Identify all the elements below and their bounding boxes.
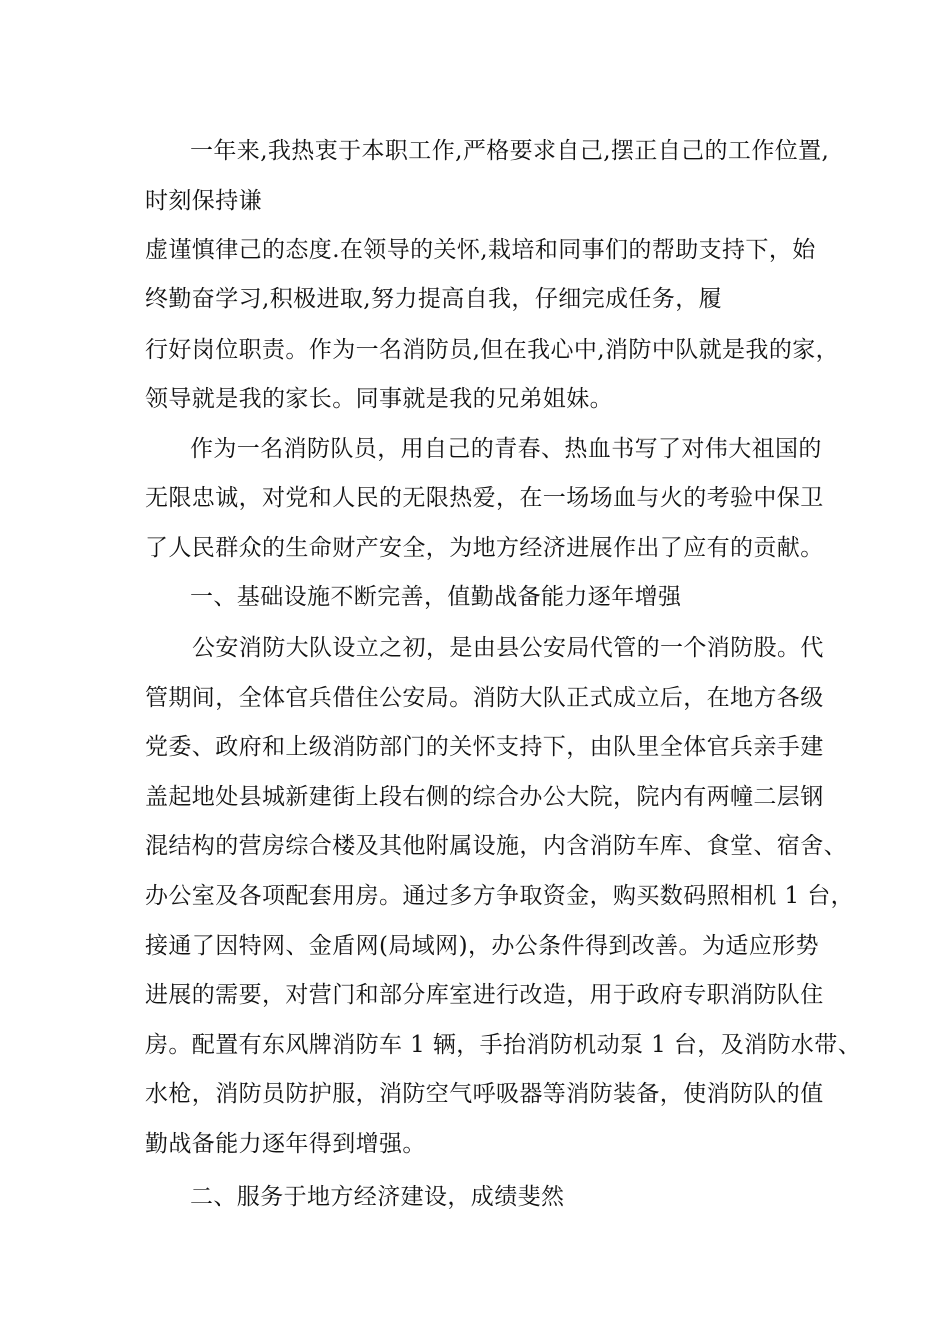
text-line: 领导就是我的家长。同事就是我的兄弟姐妹。 xyxy=(145,386,613,412)
text-line: 接通了因特网、金盾网(局域网)，办公条件得到改善。为适应形势 xyxy=(145,933,819,959)
text-line: 党委、政府和上级消防部门的关怀支持下，由队里全体官兵亲手建 xyxy=(145,734,824,760)
text-line: 了人民群众的生命财产安全，为地方经济进展作出了应有的贡献。 xyxy=(145,535,824,561)
text-line: 公安消防大队设立之初，是由县公安局代管的一个消防股。代 xyxy=(192,635,824,661)
text-line: 无限忠诚，对党和人民的无限热爱，在一场场血与火的考验中保卫 xyxy=(145,485,824,511)
section-heading: 一、基础设施不断完善，值勤战备能力逐年增强 xyxy=(190,584,682,610)
text-line: 作为一名消防队员，用自己的青春、热血书写了对伟大祖国的 xyxy=(190,436,822,462)
text-line: 房。配置有东风牌消防车 1 辆，手抬消防机动泵 1 台，及消防水带、 xyxy=(145,1032,862,1058)
text-line: 终勤奋学习,积极进取,努力提高自我，仔细完成任务，履 xyxy=(145,286,723,312)
text-line: 一年来,我热衷于本职工作,严格要求自己,摆正自己的工作位置, xyxy=(190,138,830,164)
text-line: 盖起地处县城新建街上段右侧的综合办公大院，院内有两幢二层钢 xyxy=(145,784,824,810)
text-line: 混结构的营房综合楼及其他附属设施，内含消防车库、食堂、宿舍、 xyxy=(145,833,847,859)
text-line: 勤战备能力逐年得到增强。 xyxy=(145,1131,426,1157)
text-line: 行好岗位职责。作为一名消防员,但在我心中,消防中队就是我的家， xyxy=(145,337,840,363)
text-line: 虚谨慎律己的态度.在领导的关怀,栽培和同事们的帮助支持下，始 xyxy=(145,237,816,263)
text-line: 办公室及各项配套用房。通过多方争取资金，购买数码照相机 1 台， xyxy=(145,883,855,909)
section-heading: 二、服务于地方经济建设，成绩斐然 xyxy=(190,1184,565,1210)
text-line: 管期间，全体官兵借住公安局。消防大队正式成立后，在地方各级 xyxy=(145,685,824,711)
text-line: 水枪，消防员防护服，消防空气呼吸器等消防装备，使消防队的值 xyxy=(145,1081,824,1107)
text-line: 进展的需要，对营门和部分库室进行改造，用于政府专职消防队住 xyxy=(145,982,824,1008)
text-line: 时刻保持谦 xyxy=(145,188,262,214)
